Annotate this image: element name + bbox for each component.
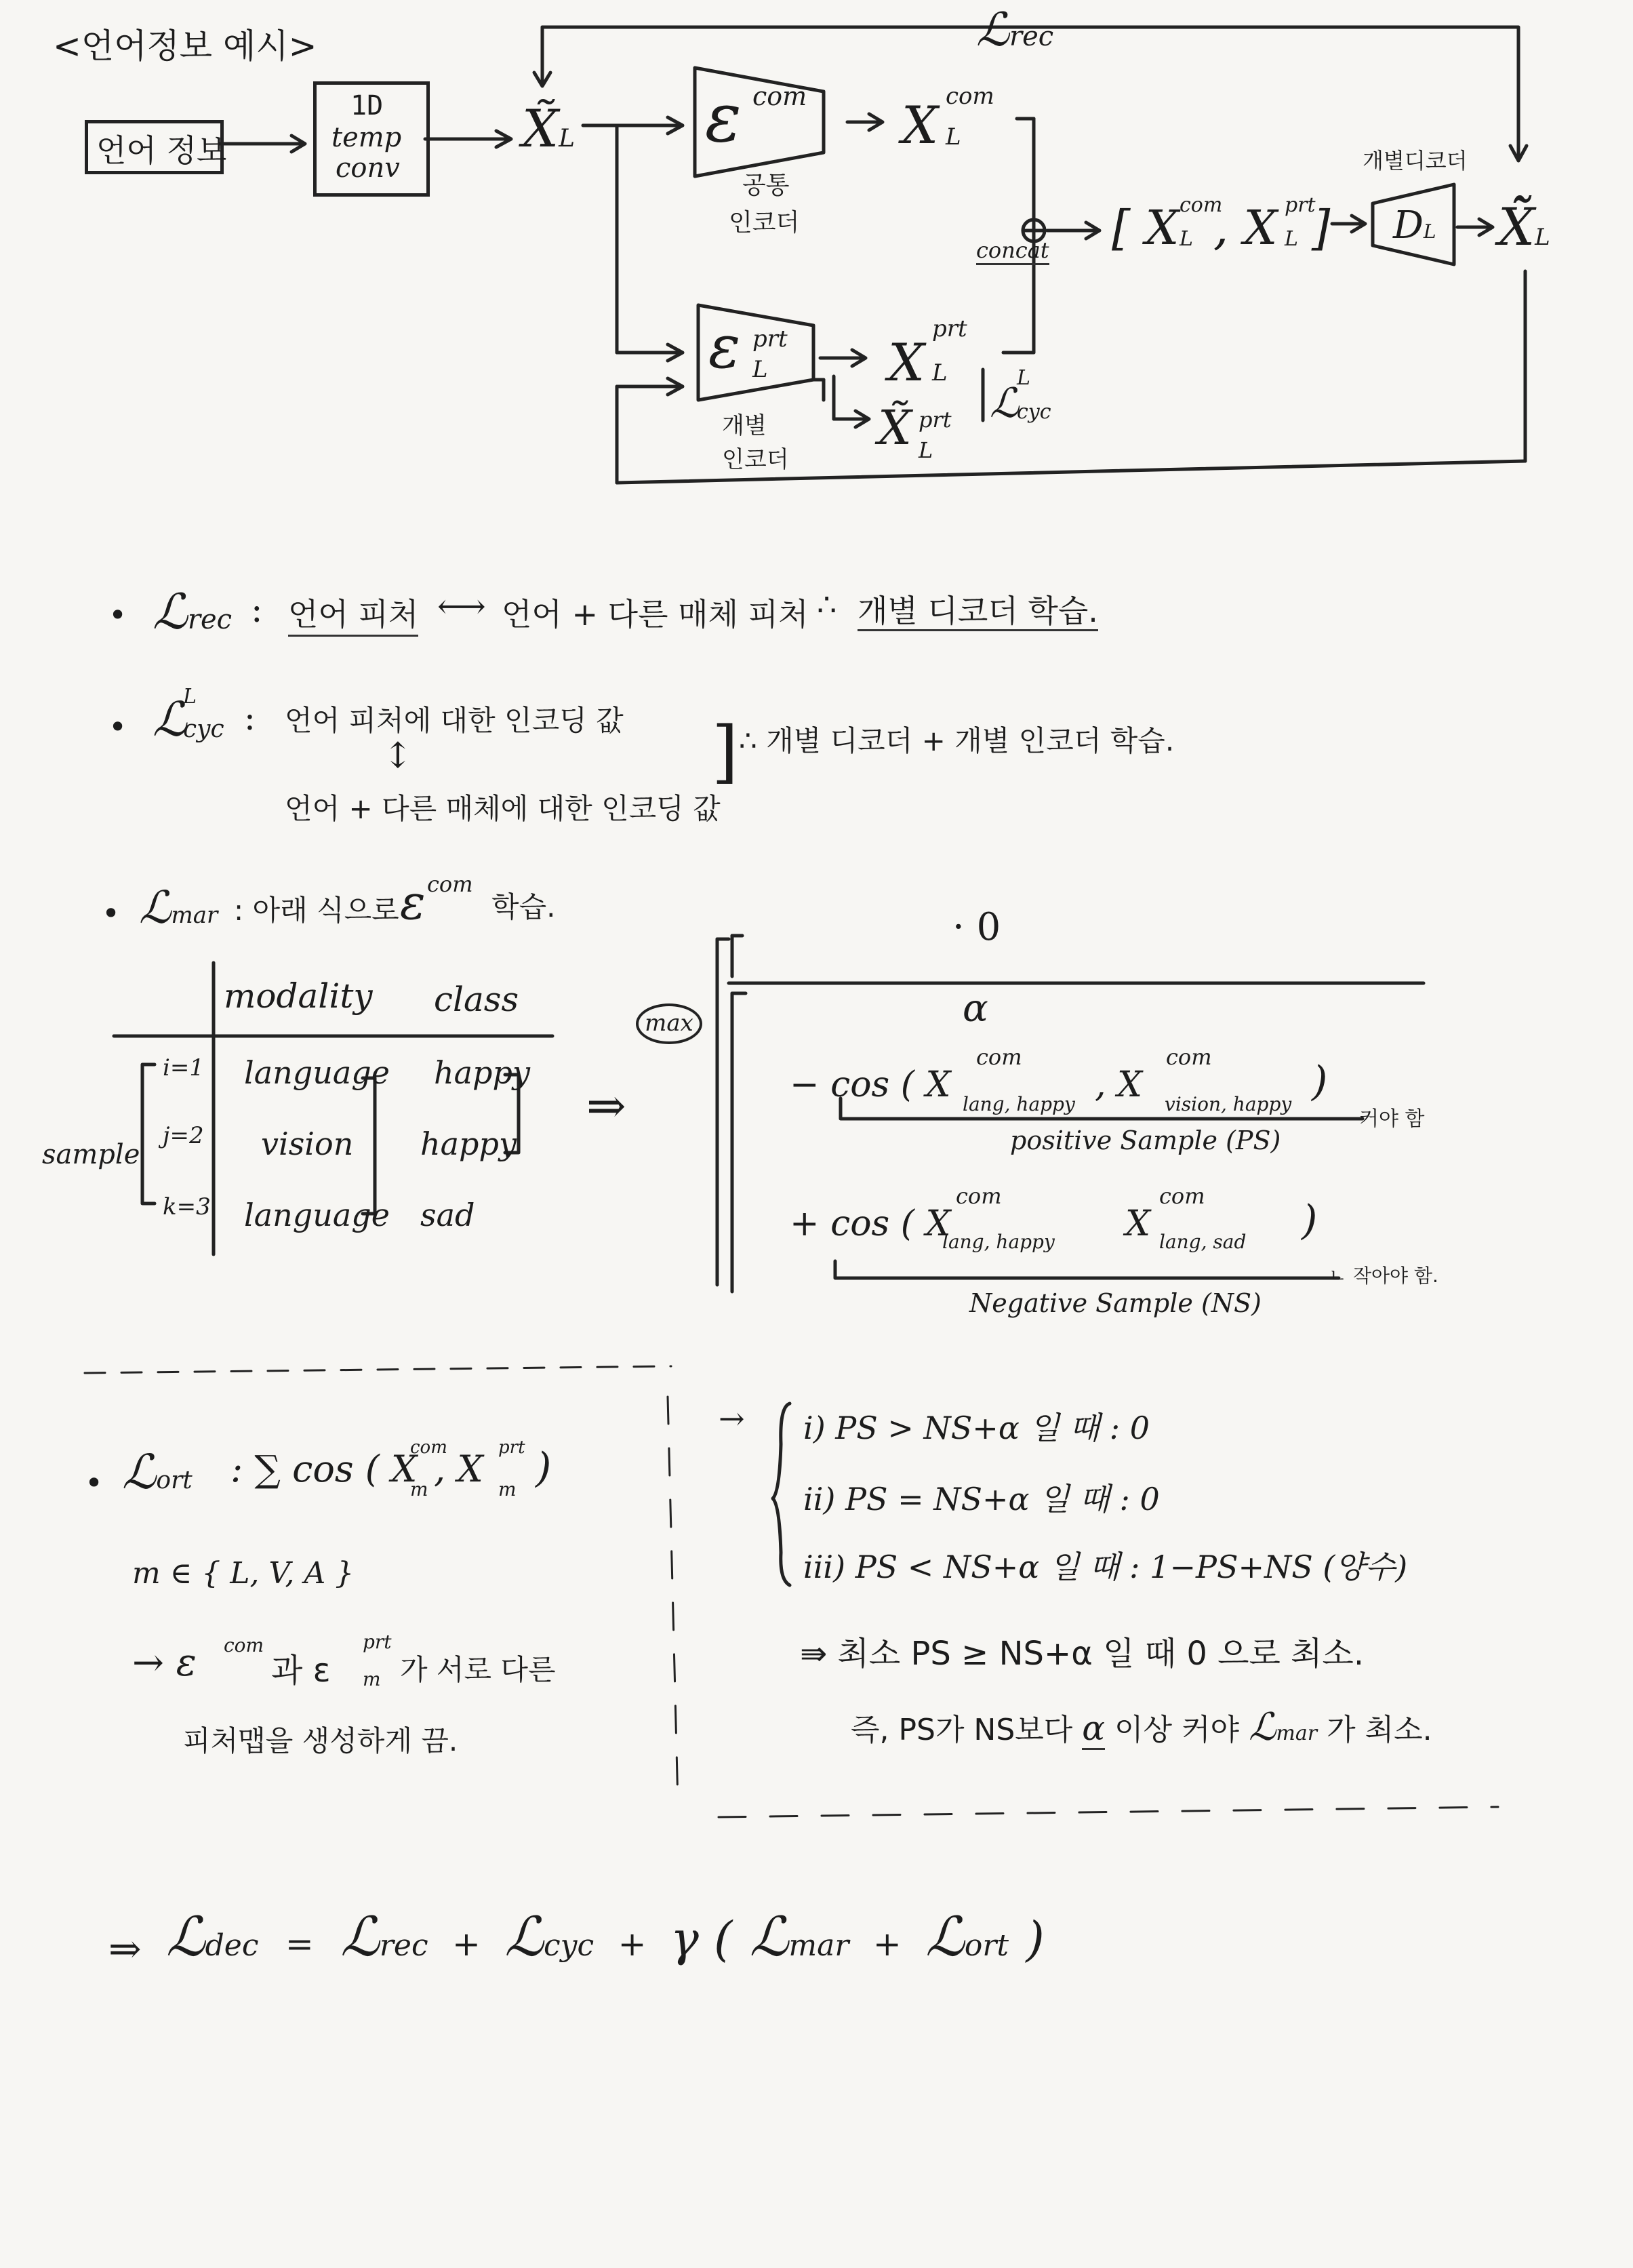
bullet-cyc-sub: cyc bbox=[183, 715, 224, 743]
bullet-dot: • bbox=[108, 597, 127, 633]
x-prt-tilde-sub: L bbox=[919, 437, 933, 463]
table-row-class: happy bbox=[434, 1054, 530, 1091]
table-row-class: sad bbox=[420, 1197, 475, 1233]
enc-prt-caption-1: 개별 bbox=[722, 412, 767, 439]
concat-mid: , X bbox=[1213, 200, 1278, 256]
formula-pos-sub-1: lang, happy bbox=[963, 1093, 1075, 1115]
ort-sub-m2: m bbox=[498, 1478, 517, 1500]
enc-com-symbol: ε bbox=[705, 78, 742, 157]
formula-pos-sup-2: com bbox=[1166, 1044, 1212, 1070]
cases-case3: iii) PS < NS+α 일 때 : 1−PS+NS (양수) bbox=[803, 1549, 1408, 1585]
x-com-sup: com bbox=[946, 83, 994, 110]
concat-com-sub: L bbox=[1180, 227, 1193, 251]
bullet-cyc-colon: : bbox=[244, 698, 256, 738]
formula-pos-cos: − cos ( X bbox=[790, 1065, 951, 1105]
ort-name: ℒort bbox=[122, 1444, 193, 1500]
ort-sup-prt: prt bbox=[498, 1437, 525, 1458]
bullet-mar-eps: ε bbox=[400, 875, 426, 930]
x-prt-sub: L bbox=[932, 359, 948, 386]
enc-com-sup: com bbox=[752, 81, 807, 111]
x-prt-tilde-label: X̃ bbox=[878, 400, 912, 456]
bullet-dot: • bbox=[102, 895, 121, 932]
bullet-rec-name: ℒrec bbox=[153, 583, 233, 640]
conv-line1: 1D bbox=[350, 90, 384, 121]
formula-neg-sub-1: lang, happy bbox=[942, 1231, 1055, 1253]
enc-prt-sub: L bbox=[752, 356, 768, 383]
bullet-cyc-sup: L bbox=[183, 685, 197, 709]
table-col-class: class bbox=[434, 980, 519, 1019]
formula-pos-note: 커야 함 bbox=[1359, 1107, 1425, 1131]
ort-sub-m: m bbox=[410, 1478, 428, 1500]
formula-pos-close: ) bbox=[1312, 1058, 1328, 1105]
ort-arrow-sub-m: m bbox=[363, 1668, 381, 1690]
concat-prt-sub: L bbox=[1285, 227, 1298, 251]
formula-pos-caption: positive Sample (PS) bbox=[1010, 1126, 1281, 1155]
input-box bbox=[85, 120, 227, 174]
formula-zero: · 0 bbox=[952, 905, 1001, 949]
dec-caption: 개별디코더 bbox=[1363, 148, 1468, 174]
bullet-cyc-bracket: ] bbox=[712, 712, 739, 791]
enc-prt-symbol: ε bbox=[708, 312, 741, 382]
enc-prt-caption-2: 인코더 bbox=[722, 446, 789, 473]
formula-neg-sup-1: com bbox=[956, 1183, 1002, 1209]
bullet-cyc-text-a: 언어 피처에 대한 인코딩 값 bbox=[285, 704, 624, 737]
concat-label: concat bbox=[976, 237, 1049, 265]
formula-pos-comma: , X bbox=[1095, 1065, 1143, 1105]
ort-close: ) bbox=[536, 1444, 552, 1492]
l-cyc-label: ℒ bbox=[990, 380, 1020, 427]
ort-comma: , X bbox=[434, 1448, 483, 1490]
enc-com-caption-2: 인코더 bbox=[729, 209, 800, 237]
ort-set: m ∈ { L, V, A } bbox=[132, 1556, 355, 1591]
dec-label: DL bbox=[1393, 203, 1436, 247]
formula-neg-note: ㄴ 작아야 함. bbox=[1329, 1265, 1438, 1287]
cases-case2: ii) PS = NS+α 일 때 : 0 bbox=[803, 1481, 1160, 1517]
final-arrow: ⇒ bbox=[108, 1926, 142, 1972]
table-row-class: happy bbox=[420, 1126, 517, 1162]
bullet-cyc-updown: ↕ bbox=[383, 736, 413, 776]
table-implies-arrow: ⇒ bbox=[586, 1078, 626, 1134]
bullet-rec-text-b: 언어 + 다른 매체 피처 bbox=[502, 596, 809, 633]
bullet-mar-name: ℒmar bbox=[139, 881, 218, 934]
x-com-sub: L bbox=[946, 123, 961, 151]
ort-arrow-sup-com: com bbox=[224, 1634, 264, 1656]
formula-pos-sub-2: vision, happy bbox=[1165, 1093, 1292, 1115]
bullet-rec-therefore: ∴ bbox=[817, 586, 837, 623]
conv-box bbox=[313, 81, 430, 197]
table-row-idx: i=1 bbox=[163, 1054, 204, 1081]
bullet-cyc-text-b: 언어 + 다른 매체에 대한 인코딩 값 bbox=[285, 792, 721, 825]
x-tilde-label: X̃L bbox=[522, 98, 576, 159]
formula-neg-caption: Negative Sample (NS) bbox=[969, 1288, 1262, 1318]
enc-prt-sup: prt bbox=[752, 325, 788, 353]
formula-neg-cos: + cos ( X bbox=[790, 1203, 951, 1244]
formula-pos-sup-1: com bbox=[976, 1044, 1022, 1070]
ort-arrow-end: 가 서로 다른 bbox=[400, 1653, 556, 1686]
concat-com-sup: com bbox=[1180, 193, 1223, 217]
l-cyc-sup: L bbox=[1017, 366, 1030, 390]
ort-sup-com: com bbox=[410, 1437, 447, 1458]
cases-case1: i) PS > NS+α 일 때 : 0 bbox=[803, 1410, 1150, 1446]
ort-arrow-sup-prt: prt bbox=[363, 1631, 392, 1653]
bullet-rec-arrow: ⟷ bbox=[437, 586, 486, 626]
bullet-mar-eps-sup: com bbox=[427, 871, 473, 897]
conv-line2: temp bbox=[331, 122, 402, 153]
ort-formula: : ∑ cos ( X bbox=[230, 1448, 418, 1490]
formula-alpha: α bbox=[963, 987, 988, 1031]
bullet-mar-text-end: 학습. bbox=[491, 890, 556, 923]
concat-prt-sup: prt bbox=[1285, 193, 1316, 217]
ort-second-line: 피처맵을 생성하게 끔. bbox=[183, 1724, 458, 1757]
concat-bracket-open: [ X bbox=[1112, 200, 1180, 256]
formula-neg-mid: X bbox=[1125, 1203, 1151, 1244]
bullet-rec-result: 개별 디코더 학습. bbox=[858, 586, 1098, 631]
table-col-modality: modality bbox=[224, 976, 373, 1016]
input-label: 언어 정보 bbox=[96, 132, 227, 169]
concat-bracket-close: ] bbox=[1312, 200, 1331, 256]
table-row-idx: j=2 bbox=[163, 1122, 204, 1149]
x-prt-tilde-sup: prt bbox=[919, 407, 952, 433]
table-row-modality: language bbox=[244, 1054, 390, 1091]
table-row-modality: vision bbox=[261, 1126, 354, 1162]
ort-arrow-mid: 과 ε bbox=[271, 1652, 331, 1690]
bullet-dot: • bbox=[108, 709, 127, 745]
cases-conclusion-b: 즉, PS가 NS보다 α 이상 커야 ℒmar 가 최소. bbox=[851, 1705, 1432, 1749]
table-sample-label: sample bbox=[42, 1139, 140, 1170]
x-prt-label: X bbox=[888, 332, 925, 393]
conv-line3: conv bbox=[336, 153, 400, 184]
bullet-cyc-name: ℒ bbox=[153, 692, 187, 747]
bullet-dot: • bbox=[85, 1465, 104, 1501]
x-com-label: X bbox=[902, 95, 939, 155]
formula-neg-sup-2: com bbox=[1159, 1183, 1205, 1209]
formula-neg-sub-2: lang, sad bbox=[1159, 1231, 1247, 1253]
bullet-rec-colon: : bbox=[251, 590, 263, 631]
bullet-mar-text: : 아래 식으로 bbox=[234, 894, 399, 927]
l-cyc-sub: cyc bbox=[1017, 400, 1051, 424]
cases-arrow: → bbox=[719, 1400, 745, 1437]
ort-arrow-line-a: → ε bbox=[132, 1641, 197, 1685]
enc-com-caption-1: 공통 bbox=[742, 172, 790, 199]
x-prt-sup: prt bbox=[932, 315, 967, 342]
bullet-cyc-result: ∴ 개별 디코더 + 개별 인코더 학습. bbox=[739, 724, 1175, 757]
table-row-modality: language bbox=[244, 1197, 390, 1233]
formula-neg-close: ) bbox=[1302, 1197, 1318, 1244]
final-equation: ℒdec = ℒrec + ℒcyc + γ ( ℒmar + ℒort ) bbox=[166, 1905, 1045, 1968]
cases-conclusion-a: ⇛ 최소 PS ≥ NS+α 일 때 0 으로 최소. bbox=[800, 1635, 1365, 1673]
formula-max-label: max bbox=[636, 1003, 702, 1044]
diagram-heading: <언어정보 예시> bbox=[53, 26, 317, 66]
l-rec-label: ℒrec bbox=[976, 3, 1054, 57]
bullet-rec-text-a: 언어 피처 bbox=[288, 590, 418, 637]
table-row-idx: k=3 bbox=[163, 1193, 211, 1220]
x-hat-label: X̃̃L bbox=[1498, 197, 1550, 257]
